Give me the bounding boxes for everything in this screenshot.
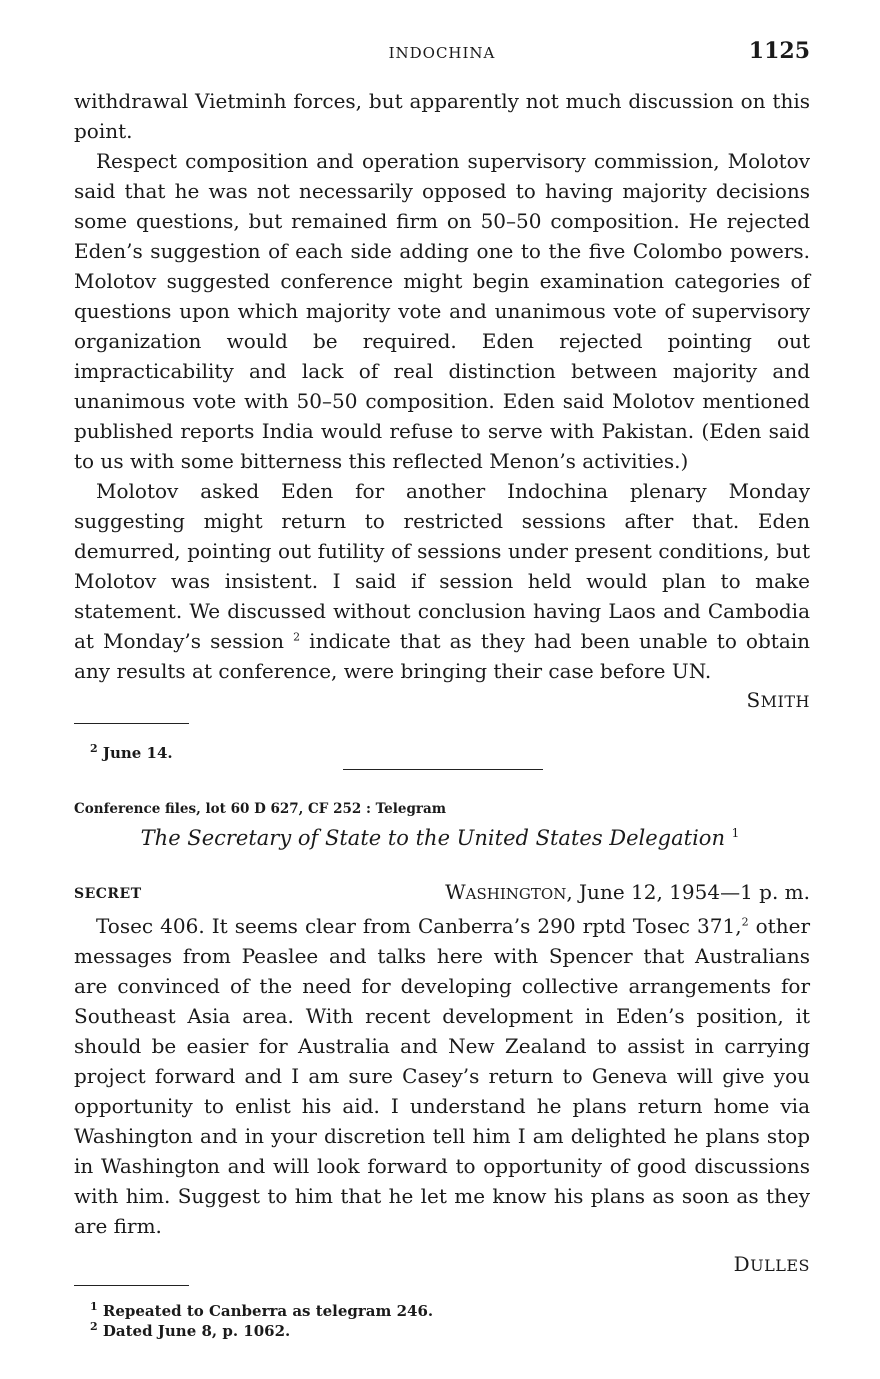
dateline-row	[74, 880, 810, 910]
section-divider	[343, 769, 543, 770]
source-note: Conference files, lot 60 D 627, CF 252 : Telegram	[74, 801, 447, 817]
paragraph-3-text-a: Molotov asked Eden for another Indochina plenary Monday suggesting might return to restricted sessions after that. Eden demurred, pointing out futility of sessions under present conditions, but Molotov was insistent. I said if session held would plan to make statement. We discussed without conclusion having Laos and Cambodia at Monday’s session	[74, 479, 810, 653]
page-number: 1125	[748, 38, 810, 64]
signature-smith: SMITH	[746, 688, 810, 712]
first-document-body	[74, 86, 810, 686]
telegram-body	[74, 911, 810, 1241]
classification-label: SECRET	[74, 886, 142, 902]
document-title: The Secretary of State to the United States Delegation $^1$	[140, 826, 740, 850]
footnote-rule	[74, 723, 189, 724]
footnote-ref-2-telegram: 2	[741, 915, 749, 929]
paragraph-2: Respect composition and operation supervisory commission, Molotov said that he was not necessarily opposed to having majority decisions some questions, but remained firm on 50–50 composition. He rejected Eden’s suggestion of each side adding one to the five Colombo powers. Molotov suggested conference might begin examination categories of questions upon which majority vote and unanimous vote of supervisory organization would be required. Eden rejected pointing out impracticability and lack of real distinction between majority and unanimous vote with 50–50 composition. Eden said Molotov mentioned published reports India would refuse to serve with Pakistan. (Eden said to us with some bitterness this reflected Menon’s activities.)	[74, 149, 810, 473]
footnote-rule-2	[74, 1285, 189, 1286]
dateline: WASHINGTON, June 12, 1954—1 p. m.	[445, 880, 810, 904]
running-head	[74, 38, 810, 68]
footnote-ref-2: 2	[293, 630, 301, 644]
title-footnote-ref: 1	[731, 826, 740, 840]
paragraph-3	[74, 476, 810, 686]
signature-dulles: DULLES	[733, 1252, 810, 1276]
footnote-1: $^1$ Repeated to Canberra as telegram 246.	[90, 1300, 434, 1320]
running-title: INDOCHINA	[388, 44, 496, 62]
paragraph-3-text-b: indicate that as they had been unable to obtain any results at conference, were bringing their case before UN.	[74, 629, 811, 683]
telegram-paragraph: Tosec 406. It seems clear from Canberra’s 290 rptd Tosec 371,$^2$ other messages from Peaslee and talks here with Spencer that Australians are convinced of the need for developing collective arrangements for Southeast Asia area. With recent development in Eden’s position, it should be easier for Australia and New Zealand to assist in carrying project forward and I am sure Casey’s return to Geneva will give you opportunity to enlist his aid. I understand he plans return home via Washington and in your discretion tell him I am delighted he plans stop in Washington and will look forward to opportunity of good discussions with him. Suggest to him that he let me know his plans as soon as they are firm.	[74, 914, 810, 1238]
footnote-june-14: $^2$ June 14.	[90, 742, 173, 762]
paragraph-1: withdrawal Vietminh forces, but apparently not much discussion on this point.	[74, 89, 810, 143]
footnote-2: $^2$ Dated June 8, p. 1062.	[90, 1320, 291, 1340]
